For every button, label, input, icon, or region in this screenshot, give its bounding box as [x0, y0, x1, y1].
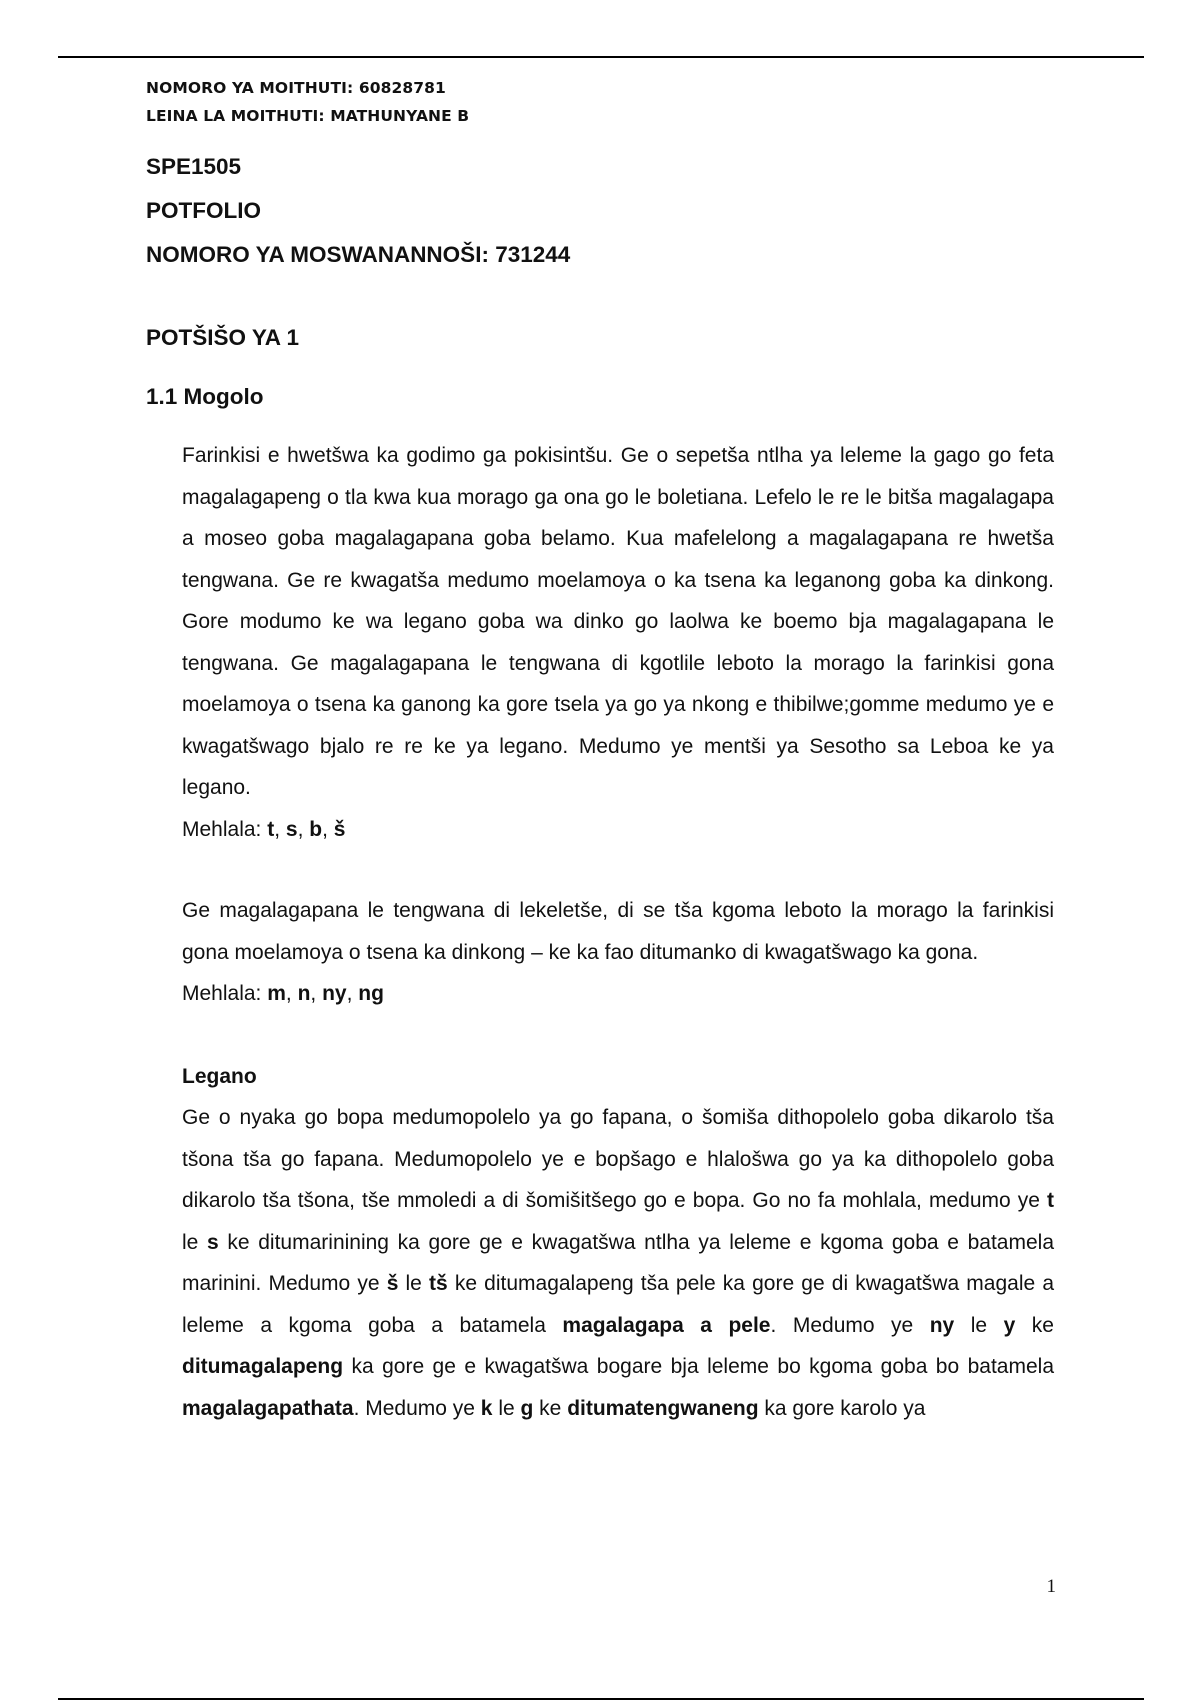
question-title: POTŠIŠO YA 1	[146, 325, 299, 350]
student-name: LEINA LA MOITHUTI: MATHUNYANE B	[146, 107, 470, 125]
example-item: t	[267, 817, 275, 841]
student-info	[146, 74, 469, 130]
example-item: ny	[322, 982, 347, 1005]
paragraph-spacer	[182, 1015, 1054, 1056]
example-item: m	[267, 982, 286, 1005]
section-title: 1.1 Mogolo	[146, 384, 264, 409]
examples-label: Mehlala:	[182, 982, 268, 1005]
example-item: b	[309, 817, 323, 841]
paragraph-intro: Farinkisi e hwetšwa ka godimo ga pokisintšu. Ge o sepetša ntlha ya leleme la gago go feta magalagapeng o tla kwa kua morago ga ona go le boletiana. Lefelo le re le bitša magalagapa a moseo goba magalagapana goba belamo. Kua mafelelong a magalagapana re hwetša tengwana. Ge re kwagatša medumo moelamoya o ka tsena ka leganong goba ka dinkong. Gore modumo ke wa legano goba wa dinko go laolwa ke boemo bja magalagapana le tengwana. Ge magalagapana le tengwana di kgotlile leboto la morago la farinkisi gona moelamoya o tsena ka ganong ka gore tsela ya go ya nkong e thibilwe;gomme medumo ye e kwagatšwago bjalo re re ke ya legano. Medumo ye mentši ya Sesotho sa Leboa ke ya legano.	[182, 444, 1054, 799]
paragraph-nasal: Ge magalagapana le tengwana di lekeletše, di se tša kgoma leboto la morago la farinkisi gona moelamoya o tsena ka dinkong – ke ka fao ditumanko di kwagatšwago ka gona.	[182, 899, 1054, 964]
top-rule	[58, 56, 1144, 58]
paragraph-articulation: Ge o nyaka go bopa medumopolelo ya go fapana, o šomiša dithopolelo goba dikarolo tša tšona tša go fapana. Medumopolelo ye e bopšago e hlalošwa go ya ka dithopolelo goba dikarolo tša tšona, tše mmoledi a di šomišitšego go e bopa. Go no fa mohlala, medumo ye t le s ke ditumarinining ka gore ge e kwagatšwa ntlha ya leleme e kgoma goba e batamela marinini. Medumo ye š le tš ke ditumagalapeng tša pele ka gore ge di kwagatšwa magale a leleme a kgoma goba a batamela magalagapa a pele. Medumo ye ny le y ke ditumagalapeng ka gore ge e kwagatšwa bogare bja leleme bo kgoma goba bo batamela magalagapathata. Medumo ye k le g ke ditumatengwaneng ka gore karolo ya	[182, 1106, 1054, 1420]
document-body	[182, 435, 1054, 1429]
student-number: NOMORO YA MOITHUTI: 60828781	[146, 79, 446, 97]
assignment-type: POTFOLIO	[146, 198, 261, 223]
example-item: ng	[358, 982, 384, 1005]
module-code: SPE1505	[146, 154, 242, 179]
subheading-legano: Legano	[182, 1064, 257, 1088]
examples-label: Mehlala:	[182, 817, 268, 841]
example-item: s	[285, 817, 298, 841]
example-item: n	[297, 982, 311, 1005]
paragraph-spacer	[182, 850, 1054, 890]
assignment-number: NOMORO YA MOSWANANNOŠI: 731244	[146, 242, 571, 267]
page-number: 1	[1046, 1576, 1056, 1597]
example-item: š	[333, 817, 346, 841]
examples-oral: Mehlala: t, s, b, š	[182, 817, 346, 841]
examples-nasal: Mehlala: m, n, ny, ng	[182, 982, 384, 1005]
